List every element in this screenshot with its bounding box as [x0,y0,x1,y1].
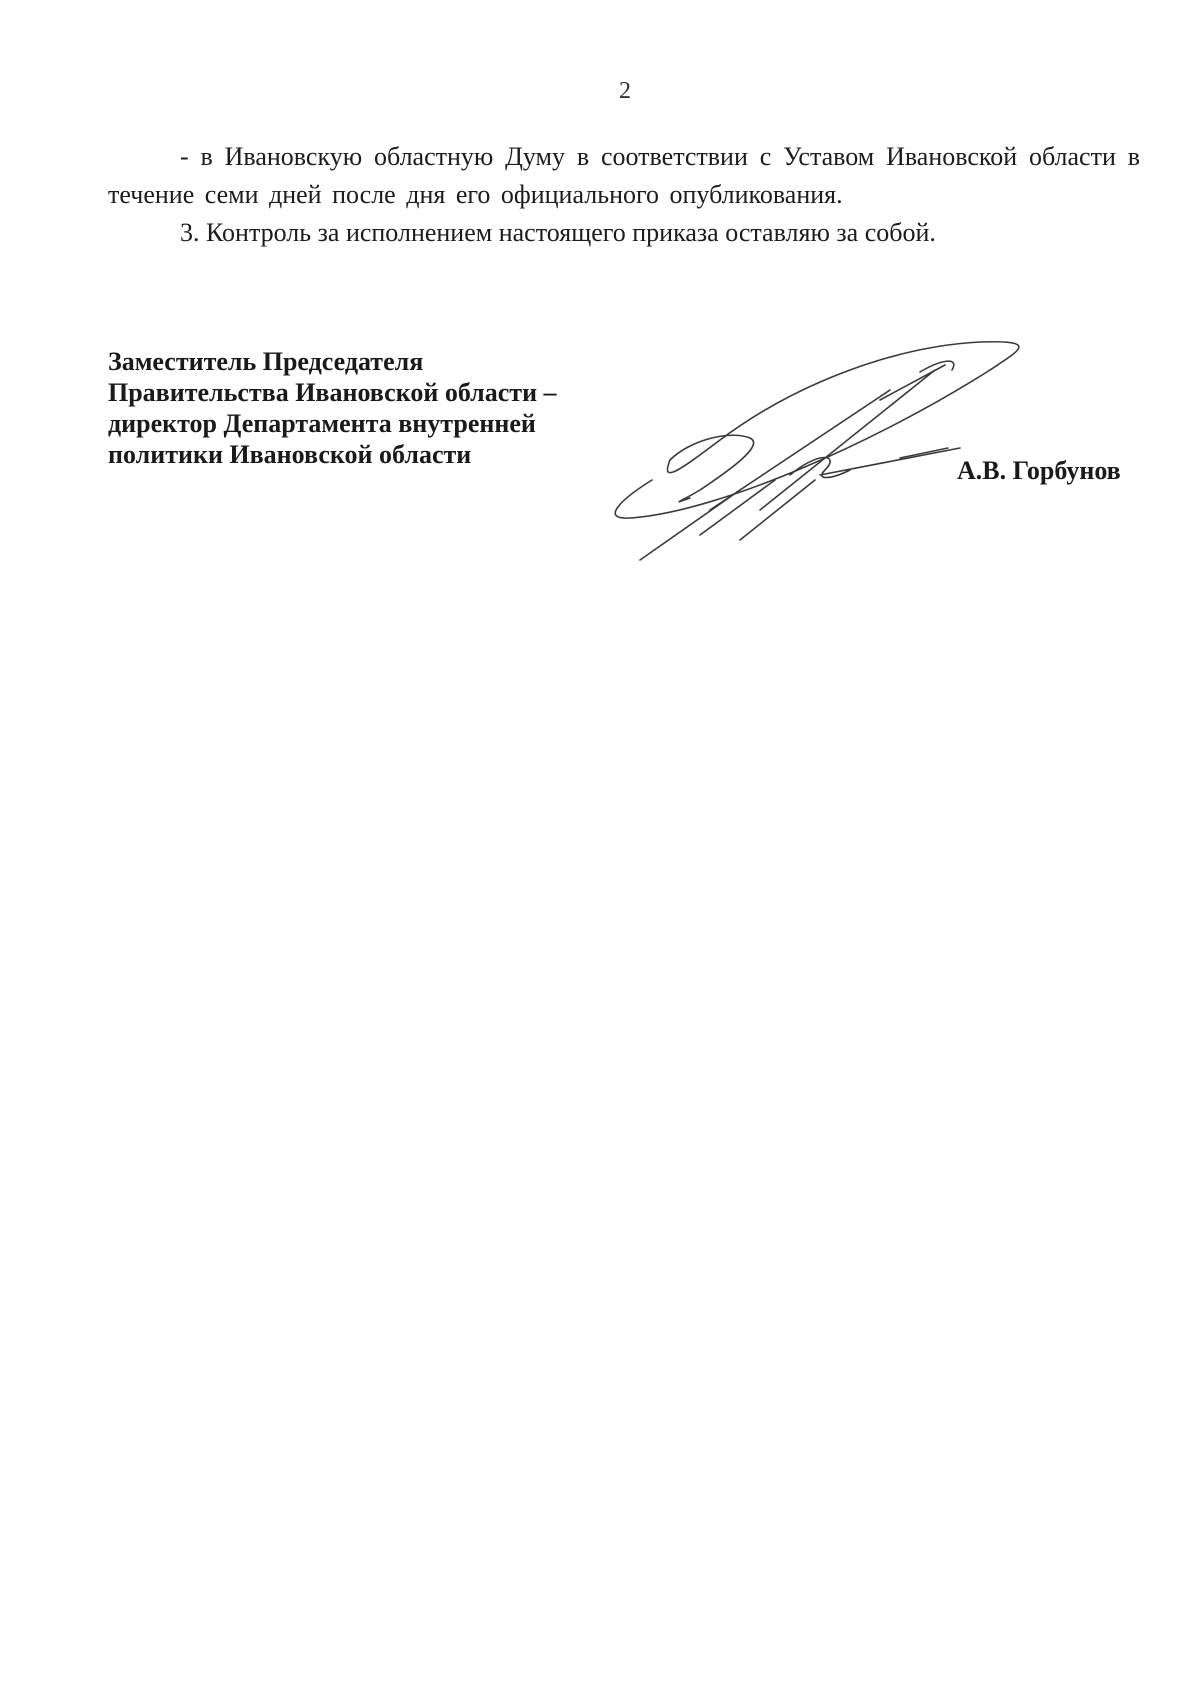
signatory-title-line: Заместитель Председателя [108,347,424,376]
signatory-title-line: Правительства Ивановской области – [108,378,557,407]
signatory-title-line: директор Департамента внутренней [108,409,536,438]
signer-name: А.В. Горбунов [957,456,1121,485]
handwritten-signature-icon [600,330,1060,570]
signatory-title-block [108,346,628,470]
page-number: 2 [619,78,631,104]
paragraph-duma-submission: - в Ивановскую областную Думу в соответствии с Уставом Ивановской области в течение семи дней после дня его официального опубликования. [108,142,1140,209]
signatory-title-line: политики Ивановской области [108,440,472,469]
paragraph-control-clause: 3. Контроль за исполнением настоящего приказа оставляю за собой. [180,218,936,247]
